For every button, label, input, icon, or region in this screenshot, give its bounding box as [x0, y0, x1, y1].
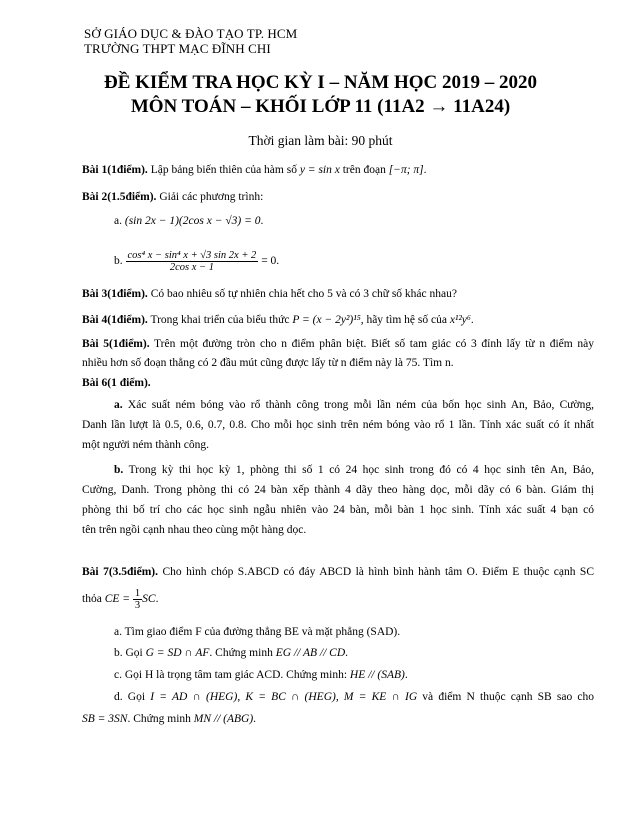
- problem-6a-line-3: một người ném thành công.: [82, 439, 209, 451]
- exam-subject: MÔN TOÁN – KHỐI LỚP 11 (11A2 → 11A24): [130, 96, 511, 117]
- problem-6-label: Bài 6(1 điểm).: [82, 377, 151, 389]
- problem-6b-line-4: tên trên ngồi cạnh nhau theo cùng một hàng dọc.: [82, 524, 307, 536]
- problem-4-label: Bài 4(1điểm).: [82, 314, 148, 326]
- problem-6a-line-1: a. Xác suất ném bóng vào rổ thành công trong mỗi lần ném của bốn học sinh An, Bảo, Cường,: [114, 399, 594, 411]
- problem-3-label: Bài 3(1điểm).: [82, 288, 148, 300]
- problem-2: Bài 2(1.5điểm). Giải các phương trình:: [82, 191, 264, 203]
- problem-7c: c. Gọi H là trọng tâm tam giác ACD. Chứng minh: HE // (SAB).: [114, 669, 408, 681]
- equation-2b-denominator: 2cos x − 1: [169, 261, 214, 273]
- time-limit: Thời gian làm bài: 90 phút: [248, 133, 393, 148]
- problem-6b-line-3: phòng thi bố trí cho các học sinh ngẫu nhiên vào 24 bàn, mỗi bàn 1 học sinh. Tính xác suất 4 bạn có: [82, 504, 594, 516]
- problem-1-label: Bài 1(1điểm).: [82, 164, 148, 176]
- problem-7b: b. Gọi G = SD ∩ AF. Chứng minh EG // AB // CD.: [114, 647, 349, 659]
- department-name: SỞ GIÁO DỤC & ĐÀO TẠO TP. HCM: [84, 26, 298, 41]
- problem-7d-line-1: d. Gọi I = AD ∩ (HEG), K = BC ∩ (HEG), M = KE ∩ IG và điểm N thuộc cạnh SB sao cho: [114, 691, 595, 703]
- problem-3: Bài 3(1điểm). Có bao nhiêu số tự nhiên chia hết cho 5 và có 3 chữ số khác nhau?: [82, 288, 457, 300]
- problem-6a-line-2: Danh lần lượt là 0.5, 0.6, 0.7, 0.8. Cho mỗi học sinh trên ném bóng vào rổ 1 lần. Tính xác suất có ít nhất: [82, 419, 594, 431]
- problem-7a: a. Tìm giao điểm F của đường thẳng BE và mặt phẳng (SAD).: [114, 626, 401, 638]
- equation-2b-fraction: [126, 250, 259, 273]
- problem-5-label: Bài 5(1điểm).: [82, 338, 150, 350]
- problem-6b-label: b.: [114, 464, 124, 476]
- problem-7-label: Bài 7(3.5điểm).: [82, 566, 159, 578]
- exam-title: ĐỀ KIỂM TRA HỌC KỲ I – NĂM HỌC 2019 – 2020: [104, 72, 537, 93]
- problem-4-expression: P = (x − 2y²)¹⁵: [292, 314, 361, 326]
- problem-5-line-1: Bài 5(1điểm). Trên một đường tròn cho n điểm phân biệt. Biết số tam giác có 3 đỉnh lấy từ n điểm này: [82, 338, 594, 350]
- problem-1-function: y = sin x: [299, 164, 340, 176]
- problem-1: Bài 1(1điểm). Lập bảng biến thiên của hàm số y = sin x trên đoạn [−π; π].: [82, 164, 427, 176]
- ratio-fraction: $\frac{1}{3}$: [134, 587, 141, 611]
- problem-6b-line-1: b. Trong kỳ thi học kỳ 1, phòng thi số 1 có 24 học sinh trong đó có 4 học sinh tên An, Bảo,: [114, 464, 594, 476]
- problem-7d-line-2: SB = 3SN. Chứng minh MN // (ABG).: [82, 713, 257, 725]
- problem-5-line-2: nhiều hơn số đoạn thẳng có 2 đầu mút cũng được lấy từ n điểm này là 75. Tìm n.: [82, 357, 454, 369]
- school-name: TRƯỜNG THPT MẠC ĐĨNH CHI: [84, 41, 271, 56]
- problem-4: Bài 4(1điểm). Trong khai triển của biểu thức P = (x − 2y²)¹⁵, hãy tìm hệ số của x¹²y⁶.: [82, 314, 474, 326]
- problem-7-line-1: Bài 7(3.5điểm). Cho hình chóp S.ABCD có đáy ABCD là hình bình hành tâm O. Điểm E thuộc cạnh SC: [82, 566, 594, 578]
- problem-7-line-2: thỏa CE = $\frac{1}{3}$ SC.: [82, 587, 159, 611]
- equation-2b-numerator: cos⁴ x − sin⁴ x + √3 sin 2x + 2: [127, 249, 257, 261]
- problem-2a: a. (sin 2x − 1)(2cos x − √3) = 0.: [114, 215, 264, 227]
- equation-2a: (sin 2x − 1)(2cos x − √3) = 0: [124, 215, 261, 227]
- problem-4-term: x¹²y⁶: [449, 314, 471, 326]
- problem-1-interval: [−π; π]: [388, 164, 424, 176]
- problem-2b: b. $\frac{\text{cos⁴ x − sin⁴ x + √3 sin 2x + 2}}{\text{2cos x − 1}}$ = 0.: [114, 249, 280, 273]
- problem-2-label: Bài 2(1.5điểm).: [82, 191, 157, 203]
- problem-6: [82, 376, 594, 390]
- problem-6b-line-2: Cường, Danh. Trong phòng thi có 24 bàn xếp thành 4 dãy theo hàng dọc, mỗi dãy có 6 bàn. Giám thị: [82, 484, 594, 496]
- problem-6a-label: a.: [114, 399, 123, 411]
